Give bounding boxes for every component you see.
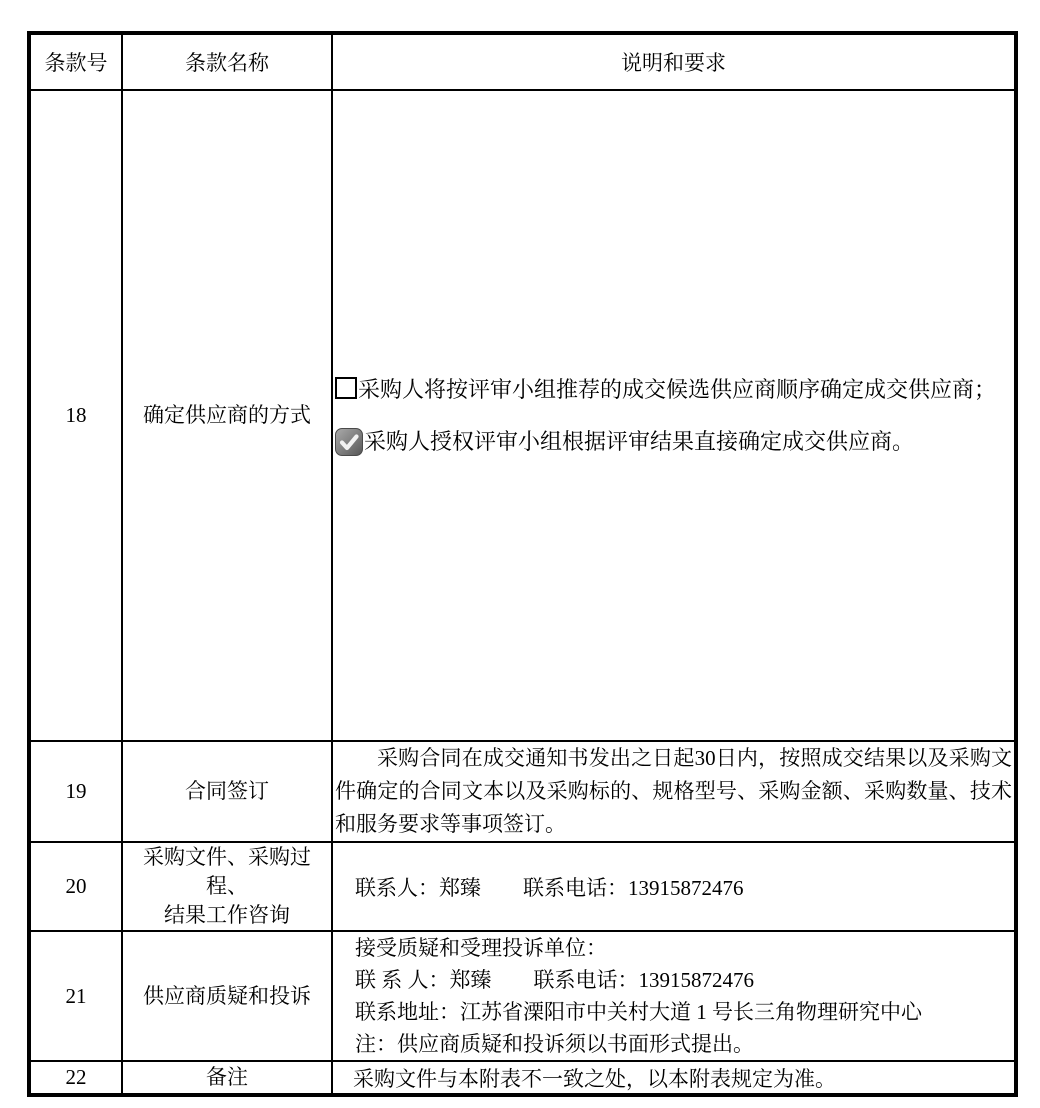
clause-number: 21 [29,931,122,1061]
header-description: 说明和要求 [332,33,1016,90]
checkbox-unchecked-icon [335,377,357,399]
clause-number: 20 [29,842,122,931]
clause-number: 22 [29,1061,122,1095]
clause-name [122,842,332,931]
clause-description [332,90,1016,741]
option-text: 采购人授权评审小组根据评审结果直接确定成交供应商。 [364,428,915,454]
supplier-method-options [335,375,1010,457]
table-row-20 [29,842,1016,931]
clause-description [332,741,1016,842]
consult-contact-text: 联系人：郑臻 联系电话：13915872476 [355,875,744,900]
table-row-22 [29,1061,1016,1095]
clause-name: 备注 [122,1061,332,1095]
contract-signing-text: 采购合同在成交通知书发出之日起30日内，按照成交结果以及采购文件确定的合同文本以及采购标的、规格型号、采购金额、采购数量、技术和服务要求等事项签订。 [335,746,1012,836]
table-row-21 [29,931,1016,1061]
header-clause-name: 条款名称 [122,33,332,90]
complaint-address-line: 联系地址：江苏省溧阳市中关村大道 1 号长三角物理研究中心 [355,1000,922,1024]
clause-name: 供应商质疑和投诉 [122,931,332,1061]
clause-number: 19 [29,741,122,842]
option-text: 采购人将按评审小组推荐的成交候选供应商顺序确定成交供应商； [358,376,997,402]
option-checked-row [335,427,1010,457]
clause-description [332,931,1016,1061]
complaint-unit-line: 接受质疑和受理投诉单位： [355,936,607,960]
clause-name-line2: 结果工作咨询 [164,903,290,927]
clause-description [332,842,1016,931]
table-row-19 [29,741,1016,842]
complaint-note-line: 注：供应商质疑和投诉须以书面形式提出。 [355,1032,754,1056]
clause-name-line1: 采购文件、采购过程、 [143,845,311,898]
complaint-contact-line: 联 系 人：郑臻 联系电话：13915872476 [355,968,754,992]
clause-name: 确定供应商的方式 [122,90,332,741]
clause-number: 18 [29,90,122,741]
clause-name: 合同签订 [122,741,332,842]
terms-table [27,31,1018,1097]
table-header-row [29,33,1016,90]
remark-text: 采购文件与本附表不一致之处，以本附表规定为准。 [353,1066,836,1091]
header-clause-number: 条款号 [29,33,122,90]
option-unchecked-row [335,375,1010,405]
clause-description [332,1061,1016,1095]
checkbox-checked-icon [335,428,363,456]
table-row-18 [29,90,1016,741]
